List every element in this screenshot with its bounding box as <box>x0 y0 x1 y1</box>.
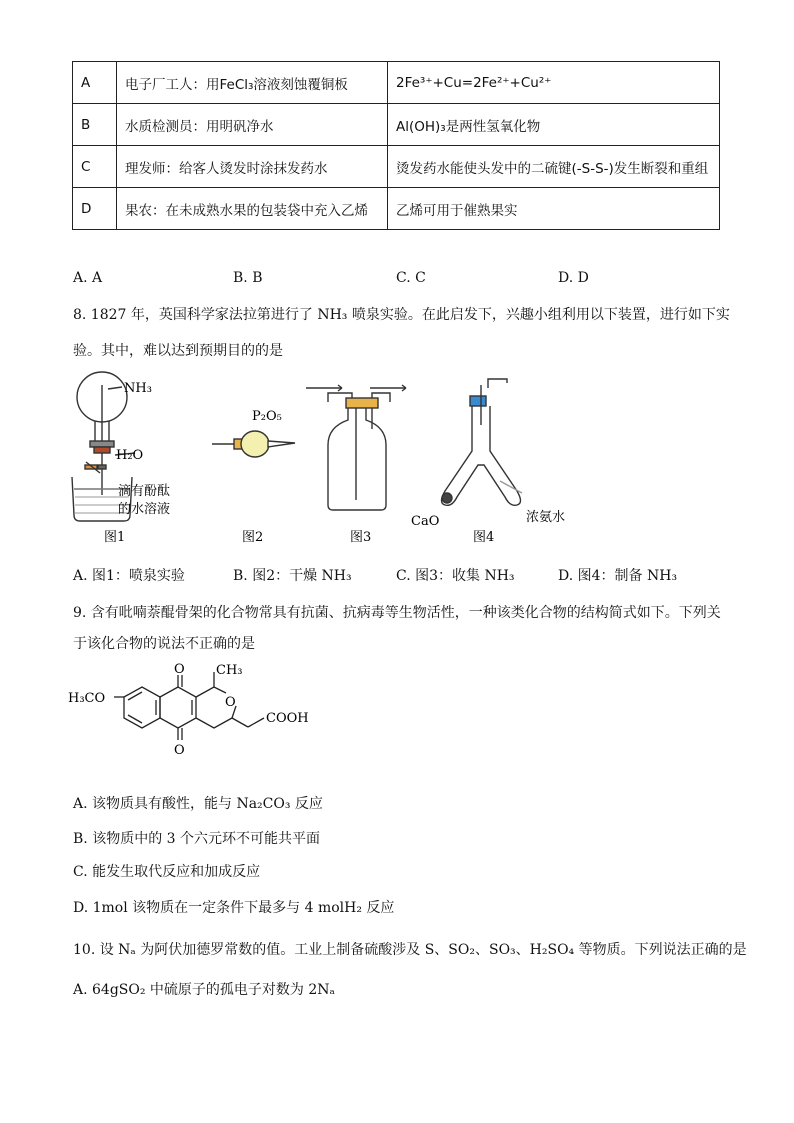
q9-stem-line1: 9. 含有吡喃萘醌骨架的化合物常具有抗菌、抗病毒等生物活性，一种该类化合物的结构简式如下。下列关 <box>73 605 721 621</box>
fig2-reagent-label: P₂O₅ <box>252 409 282 424</box>
q8-stem-line2: 验。其中，难以达到预期目的的是 <box>73 343 283 359</box>
row-right: Al(OH)₃是两性氢氧化物 <box>388 104 720 146</box>
table-row <box>73 146 720 188</box>
q9-option-b: B. 该物质中的 3 个六元环不可能共平面 <box>73 831 320 847</box>
apparatus-figures <box>60 365 600 555</box>
q7-option-c: C. C <box>396 270 426 286</box>
q10-option-a: A. 64gSO₂ 中硫原子的孤电子对数为 2Nₐ <box>73 982 335 998</box>
row-key: D <box>73 188 117 230</box>
q8-option-c: C. 图3：收集 NH₃ <box>396 568 515 584</box>
row-right: 烫发药水能使头发中的二硫键(-S-S-)发生断裂和重组 <box>388 146 720 188</box>
fig1-gas-label: NH₃ <box>124 381 152 396</box>
q9-stem-line2: 于该化合物的说法不正确的是 <box>73 636 255 652</box>
o-bottom-label: O <box>174 743 185 758</box>
q8-option-d: D. 图4：制备 NH₃ <box>558 568 678 584</box>
q8-stem-line1: 8. 1827 年，英国科学家法拉第进行了 NH₃ 喷泉实验。在此启发下，兴趣小组利用以下装置，进行如下实 <box>73 307 730 323</box>
q7-option-a: A. A <box>73 270 103 286</box>
q9-option-a: A. 该物质具有酸性，能与 Na₂CO₃ 反应 <box>73 796 323 812</box>
table-row <box>73 188 720 230</box>
cooh-label: COOH <box>266 711 309 726</box>
table-row <box>73 104 720 146</box>
q10-stem: 10. 设 Nₐ 为阿伏加德罗常数的值。工业上制备硫酸涉及 S、SO₂、SO₃、H₂SO₄ 等物质。下列说法正确的是 <box>73 942 747 958</box>
q8-option-b: B. 图2：干燥 NH₃ <box>233 568 352 584</box>
fig4-right-label: 浓氨水 <box>526 510 566 525</box>
fig1-solution-label-2: 的水溶液 <box>118 502 171 517</box>
q7-option-d: D. D <box>558 270 589 286</box>
fig1-solution-label-1: 滴有酚酞 <box>118 484 171 499</box>
chemical-structure <box>68 660 328 780</box>
row-left: 果农：在未成熟水果的包装袋中充入乙烯 <box>117 188 388 230</box>
q9-option-c: C. 能发生取代反应和加成反应 <box>73 864 261 880</box>
fig1-water-label: H₂O <box>116 448 144 463</box>
row-key: A <box>73 62 117 104</box>
fig4-y-tube <box>442 379 523 505</box>
table-row <box>73 62 720 104</box>
options-table <box>72 61 720 230</box>
row-key: B <box>73 104 117 146</box>
row-key: C <box>73 146 117 188</box>
row-right: 乙烯可用于催熟果实 <box>388 188 720 230</box>
o-ring-label: O <box>225 695 236 710</box>
fig3-caption: 图3 <box>350 530 372 545</box>
fig1-caption: 图1 <box>104 530 126 545</box>
o-top-label: O <box>174 662 185 677</box>
fig4-caption: 图4 <box>473 530 495 545</box>
fig4-left-label: CaO <box>411 514 440 529</box>
q7-option-b: B. B <box>233 270 263 286</box>
och3-label: H₃CO <box>68 691 106 706</box>
row-left: 理发师：给客人烫发时涂抹发药水 <box>117 146 388 188</box>
fig2-caption: 图2 <box>242 530 264 545</box>
q8-option-a: A. 图1：喷泉实验 <box>73 568 185 584</box>
fig3-gas-bottle <box>306 385 406 510</box>
q9-option-d: D. 1mol 该物质在一定条件下最多与 4 molH₂ 反应 <box>73 900 395 916</box>
row-left: 水质检测员：用明矾净水 <box>117 104 388 146</box>
structure-bonds <box>114 672 264 740</box>
ch3-label: CH₃ <box>216 663 243 678</box>
row-right: 2Fe³⁺+Cu=2Fe²⁺+Cu²⁺ <box>388 62 720 104</box>
row-left: 电子厂工人：用FeCl₃溶液刻蚀覆铜板 <box>117 62 388 104</box>
fig2-drying-tube <box>212 431 295 457</box>
